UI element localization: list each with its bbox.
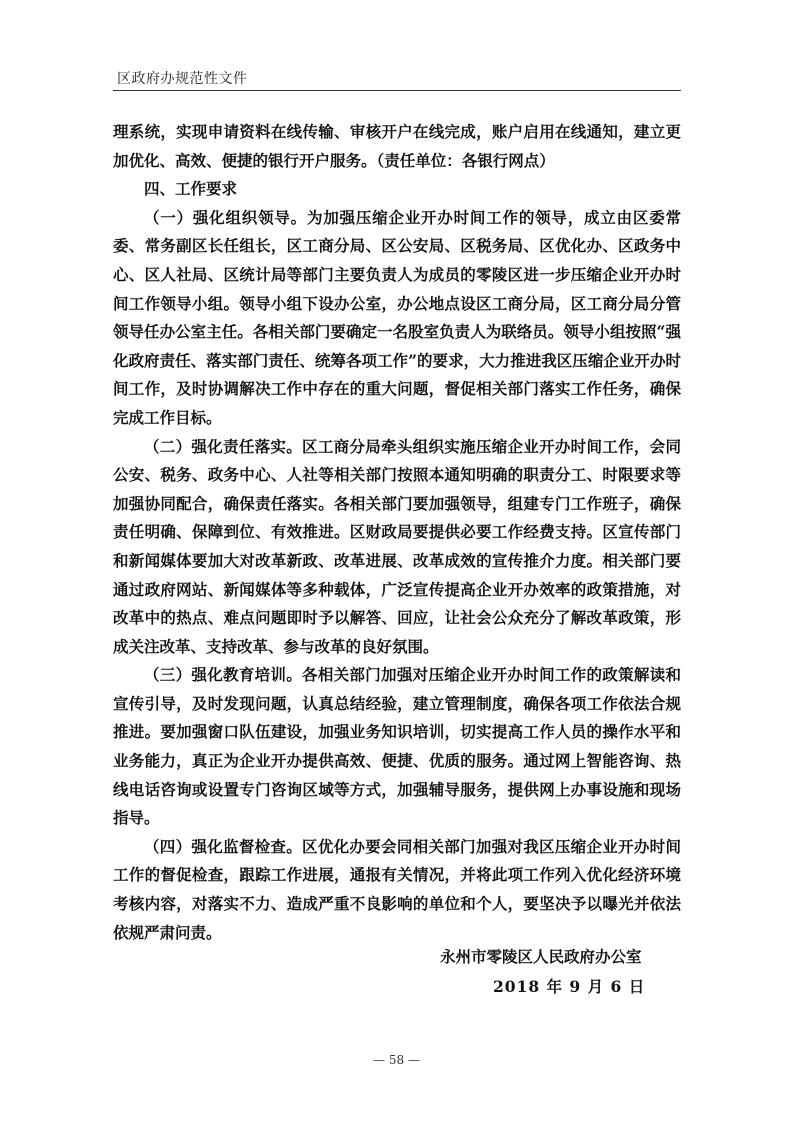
paragraph-responsibility: （二）强化责任落实。区工商分局牵头组织实施压缩企业开办时间工作，会同公安、税务、政务中心、人社等相关部门按照本通知明确的职责分工、时限要求等加强协同配合，确保责任落实。各相关部门要加强领导，组建专门工作班子，确保责任明确、保障到位、有效推进。区财政局要提供必要工作经费支持。区宣传部门和新闻媒体要加大对改革新政、改革进展、改革成效的宣传推介力度。相关部门要通过政府网站、新闻媒体等多种载体，广泛宣传提高企业开办效率的政策措施，对改革中的热点、难点问题即时予以解答、回应，让社会公众充分了解改革政策，形成关注改革、支持改革、参与改革的良好氛围。 <box>113 436 681 656</box>
page-number: — 58 — <box>373 1053 420 1067</box>
paragraph-supervision: （四）强化监督检查。区优化办要会同相关部门加强对我区压缩企业开办时间工作的督促检查，跟踪工作进展，通报有关情况，并将此项工作列入优化经济环境考核内容，对落实不力、造成严重不良影响的单位和个人，要坚决予以曝光并依法依规严肃问责。 <box>113 836 681 942</box>
page-header-title: 区政府办规范性文件 <box>117 71 248 87</box>
signature-date: 2018 年 9 月 6 日 <box>493 977 646 996</box>
section-heading: 四、工作要求 <box>144 179 238 199</box>
document-body <box>113 118 681 947</box>
paragraph-training: （三）强化教育培训。各相关部门加强对压缩企业开办时间工作的政策解读和宣传引导，及时发现问题，认真总结经验，建立管理制度，确保各项工作依法合规推进。要加强窗口队伍建设，加强业务知识培训，切实提高工作人员的操作水平和业务能力，真正为企业开办提供高效、便捷、优质的服务。通过网上智能咨询、热线电话咨询或设置专门咨询区域等方式，加强辅导服务，提供网上办事设施和现场指导。 <box>113 665 681 828</box>
paragraph-organization-leadership: （一）强化组织领导。为加强压缩企业开办时间工作的领导，成立由区委常委、常务副区长任组长，区工商分局、区公安局、区税务局、区优化办、区政务中心、区人社局、区统计局等部门主要负责人为成员的零陵区进一步压缩企业开办时间工作领导小组。领导小组下设办公室，办公地点设区工商分局，区工商分局分管领导任办公室主任。各相关部门要确定一名股室负责人为联络员。领导小组按照“强化政府责任、落实部门责任、统筹各项工作”的要求，大力推进我区压缩企业开办时间工作，及时协调解决工作中存在的重大问题，督促相关部门落实工作任务，确保完成工作目标。 <box>113 207 681 427</box>
header-divider <box>113 90 681 91</box>
signature-organization: 永州市零陵区人民政府办公室 <box>440 947 642 966</box>
continuation-paragraph: 理系统，实现申请资料在线传输、审核开户在线完成，账户启用在线通知，建立更加优化、高效、便捷的银行开户服务。（责任单位：各银行网点） <box>113 122 681 170</box>
